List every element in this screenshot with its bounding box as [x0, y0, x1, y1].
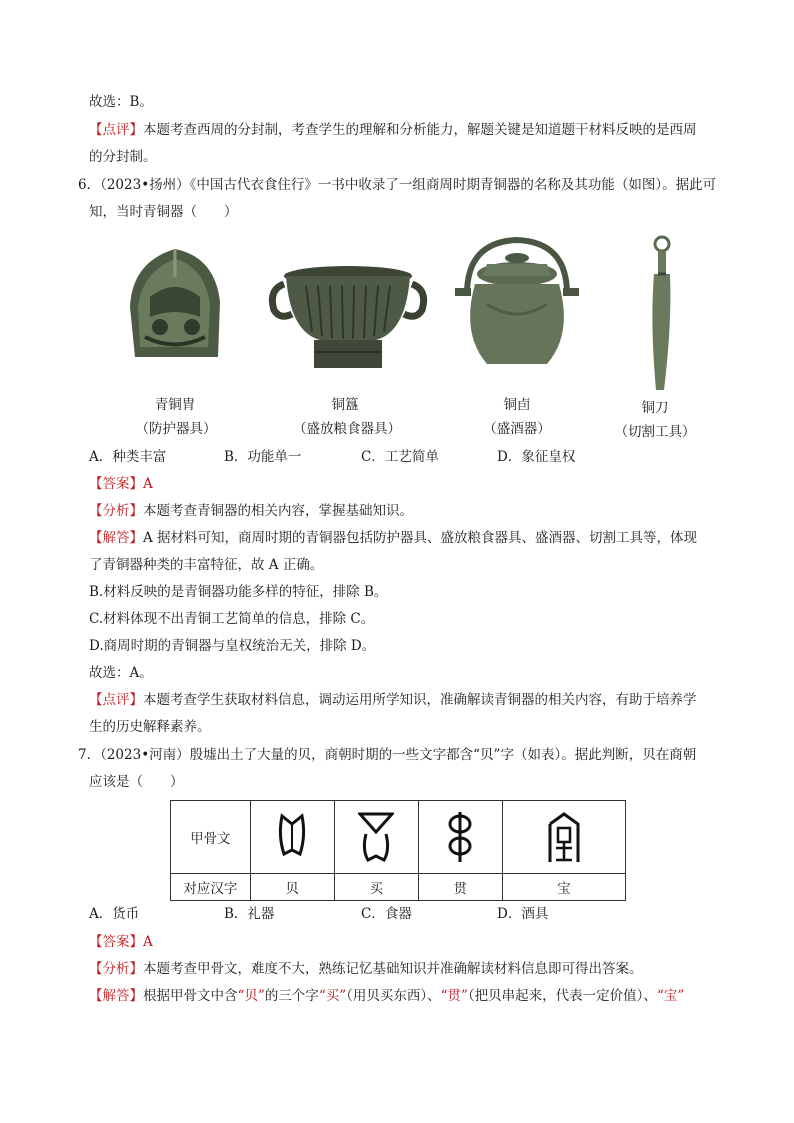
- artifact-function-knife: （切割工具）: [614, 424, 696, 440]
- q6-option-b: B．功能单一: [224, 449, 302, 465]
- solution-text: A 据材料可知，商周时期的青铜器包括防护器具、盛放粮食器具、盛酒器、切割工具等，体现: [143, 530, 698, 546]
- solution-text: 根据甲骨文中含: [143, 988, 238, 1004]
- solution-text: （用贝买东西）、: [346, 988, 441, 1004]
- review-tag: 【点评】: [89, 122, 143, 138]
- q6-option-a: A．种类丰富: [89, 449, 167, 465]
- table-char-mai: 买: [334, 874, 418, 901]
- q6-solution-line5: D.商周时期的青铜器与皇权统治无关，排除 D。: [89, 638, 376, 654]
- artifact-name-you: 铜卣: [503, 397, 531, 413]
- prev-review-line2: 的分封制。: [89, 149, 157, 165]
- answer-value: A: [143, 476, 153, 492]
- solution-text: 的三个字: [264, 988, 319, 1004]
- artifact-name-knife: 铜刀: [641, 400, 669, 416]
- q6-option-c: C．工艺简单: [361, 449, 439, 465]
- table-char-bei: 贝: [250, 874, 334, 901]
- oracle-glyph-bei: [250, 801, 334, 874]
- q6-solution-line3: B.材料反映的是青铜器功能多样的特征，排除 B。: [89, 584, 388, 600]
- answer-tag: 【答案】: [89, 934, 143, 950]
- solution-tag: 【解答】: [89, 530, 143, 546]
- q6-stem-line2: 知，当时青铜器（ ）: [89, 204, 238, 220]
- q6-conclusion: 故选：A。: [89, 665, 153, 681]
- prev-review-line1: [89, 121, 697, 139]
- q7-option-c: C．食器: [361, 906, 412, 922]
- table-char-guan: 贯: [418, 874, 502, 901]
- table-header-chars: 对应汉字: [171, 874, 251, 901]
- bronze-knife-image: [636, 234, 680, 394]
- q7-stem-line1: 7．（2023•河南）殷墟出土了大量的贝，商朝时期的一些文字都含“贝”字（如表）。据此判断，贝在商朝: [78, 747, 697, 763]
- analysis-tag: 【分析】: [89, 961, 143, 977]
- artifact-name-gui: 铜簋: [331, 397, 359, 413]
- q6-answer: [89, 475, 153, 493]
- bronze-helmet-image: [120, 237, 230, 367]
- quote-bao: “宝”: [656, 988, 685, 1004]
- analysis-tag: 【分析】: [89, 503, 143, 519]
- q6-solution-line4: C.材料体现不出青铜工艺简单的信息，排除 C。: [89, 611, 375, 627]
- quote-mai: “买”: [318, 988, 347, 1004]
- analysis-text: 本题考查青铜器的相关内容，掌握基础知识。: [143, 503, 413, 519]
- q6-solution-line1: [89, 529, 697, 547]
- answer-value: A: [143, 934, 153, 950]
- quote-bei: “贝”: [237, 988, 265, 1004]
- oracle-glyph-bao: [502, 801, 625, 874]
- review-text: 本题考查西周的分封制，考查学生的理解和分析能力，解题关键是知道题干材料反映的是西周: [143, 122, 697, 138]
- solution-text: （把贝串起来，代表一定价值）、: [467, 988, 657, 1004]
- bronze-gui-image: [266, 262, 430, 372]
- table-char-bao: 宝: [502, 874, 625, 901]
- prev-conclusion: 故选：B。: [89, 94, 153, 110]
- review-text: 本题考查学生获取材料信息，调动运用所学知识，准确解读青铜器的相关内容，有助于培养学: [143, 692, 697, 708]
- q7-option-d: D．酒具: [497, 906, 549, 922]
- q6-stem-line1: 6．（2023•扬州）《中国古代衣食住行》一书中收录了一组商周时期青铜器的名称及其功能（如图）。据此可: [78, 177, 717, 193]
- review-tag: 【点评】: [89, 692, 143, 708]
- q7-answer: [89, 933, 153, 951]
- q7-stem-line2: 应该是（ ）: [89, 774, 184, 790]
- q6-solution-line2: 了青铜器种类的丰富特征，故 A 正确。: [89, 557, 324, 573]
- answer-tag: 【答案】: [89, 476, 143, 492]
- oracle-bone-table: [170, 800, 626, 901]
- q6-review-line2: 生的历史解释素养。: [89, 719, 211, 735]
- table-header-oracle: 甲骨文: [171, 801, 251, 874]
- q6-option-d: D．象征皇权: [497, 449, 576, 465]
- quote-guan: “贯”: [440, 988, 468, 1004]
- q6-analysis: [89, 502, 413, 520]
- artifact-function-you: （盛酒器）: [483, 421, 551, 437]
- artifact-function-gui: （盛放粮食器具）: [293, 421, 401, 437]
- q7-option-b: B．礼器: [224, 906, 275, 922]
- analysis-text: 本题考查甲骨文，难度不大，熟练记忆基础知识并准确解读材料信息即可得出答案。: [143, 961, 643, 977]
- q6-review-line1: [89, 691, 697, 709]
- oracle-glyph-guan: [418, 801, 502, 874]
- artifact-name-helmet: 青铜胄: [154, 397, 196, 413]
- q7-analysis: [89, 960, 643, 978]
- q7-solution-line1: [89, 987, 684, 1005]
- q7-option-a: A．货币: [89, 906, 140, 922]
- oracle-glyph-mai: [334, 801, 418, 874]
- artifact-function-helmet: （防护器具）: [135, 421, 217, 437]
- bronze-you-image: [447, 234, 587, 374]
- solution-tag: 【解答】: [89, 988, 143, 1004]
